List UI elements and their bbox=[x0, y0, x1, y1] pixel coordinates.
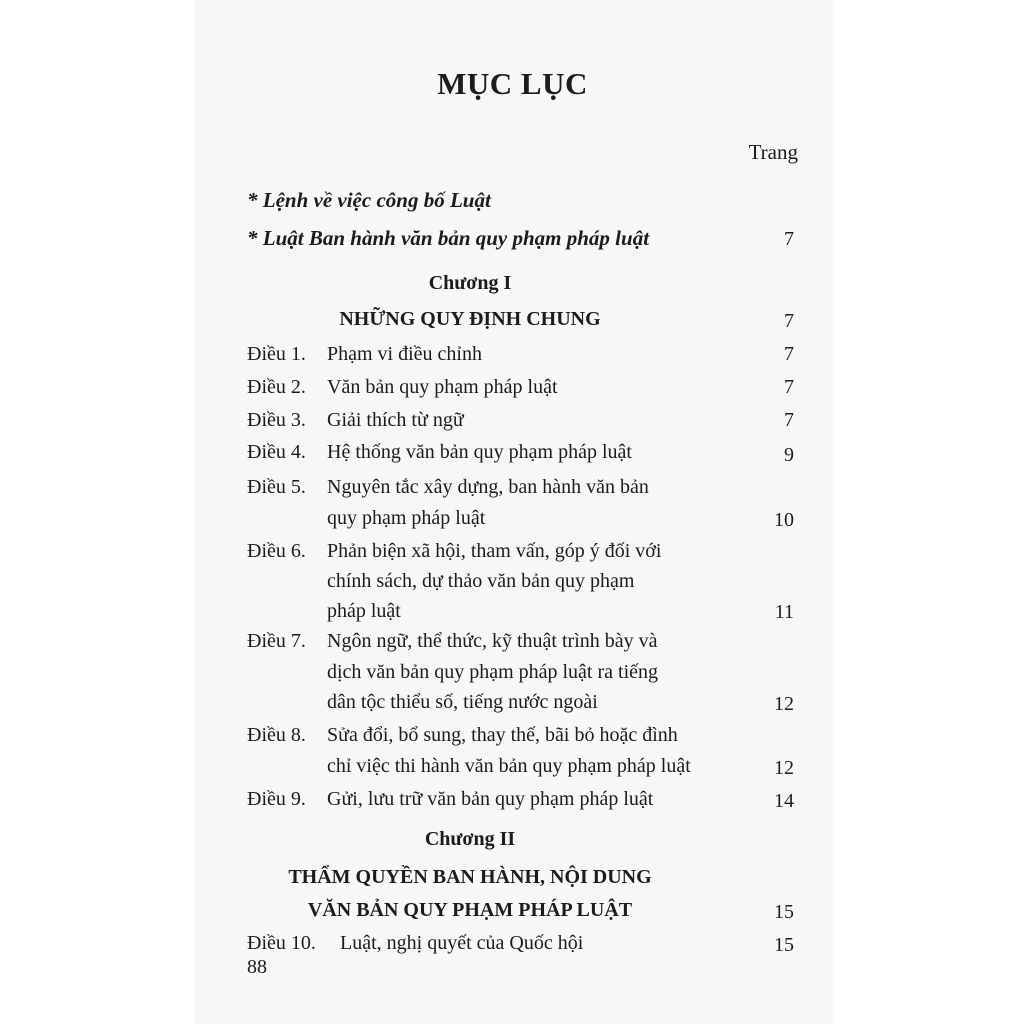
front-matter-item: * Lệnh về việc công bố Luật bbox=[247, 188, 491, 212]
article-title: Luật, nghị quyết của Quốc hội bbox=[340, 932, 584, 954]
article-page: 14 bbox=[774, 790, 794, 812]
article-label: Điều 8. bbox=[247, 724, 306, 746]
article-page: 15 bbox=[774, 934, 794, 956]
article-title: Gửi, lưu trữ văn bản quy phạm pháp luật bbox=[327, 788, 654, 810]
article-title: Phạm vi điều chỉnh bbox=[327, 343, 482, 365]
article-label: Điều 1. bbox=[247, 343, 306, 365]
article-title-continued: dân tộc thiểu số, tiếng nước ngoài bbox=[327, 691, 598, 713]
page-column-header: Trang bbox=[748, 140, 798, 164]
article-label: Điều 4. bbox=[247, 441, 306, 463]
page-title: MỤC LỤC bbox=[437, 66, 588, 101]
article-title: Giải thích từ ngữ bbox=[327, 409, 464, 431]
footer-page-number: 88 bbox=[247, 956, 267, 978]
front-matter-page: 7 bbox=[784, 228, 794, 250]
book-page bbox=[195, 0, 830, 1024]
article-label: Điều 6. bbox=[247, 540, 306, 562]
article-title: Phản biện xã hội, tham vấn, góp ý đối với bbox=[327, 540, 662, 562]
article-page: 7 bbox=[784, 343, 794, 365]
article-page: 12 bbox=[774, 757, 794, 779]
article-title-continued: chỉ việc thi hành văn bản quy phạm pháp luật bbox=[327, 755, 691, 777]
chapter-2-label: Chương II bbox=[424, 828, 516, 850]
article-title: Hệ thống văn bản quy phạm pháp luật bbox=[327, 441, 632, 463]
article-title: Sửa đổi, bổ sung, thay thế, bãi bỏ hoặc đình bbox=[327, 724, 678, 746]
chapter-2-title-continued: VĂN BẢN QUY PHẠM PHÁP LUẬT bbox=[307, 899, 633, 921]
article-title-continued: pháp luật bbox=[327, 600, 401, 622]
article-page: 7 bbox=[784, 409, 794, 431]
article-label: Điều 7. bbox=[247, 630, 306, 652]
article-title-continued: quy phạm pháp luật bbox=[327, 507, 486, 529]
front-matter-item: * Luật Ban hành văn bản quy phạm pháp luật bbox=[247, 226, 650, 250]
article-title: Văn bản quy phạm pháp luật bbox=[327, 376, 558, 398]
article-title: Nguyên tắc xây dựng, ban hành văn bản bbox=[327, 476, 649, 498]
article-title: Ngôn ngữ, thể thức, kỹ thuật trình bày và bbox=[327, 630, 658, 652]
article-label: Điều 3. bbox=[247, 409, 306, 431]
article-label: Điều 2. bbox=[247, 376, 306, 398]
article-label: Điều 9. bbox=[247, 788, 306, 810]
chapter-2-page: 15 bbox=[774, 901, 794, 923]
chapter-1-title: NHỮNG QUY ĐỊNH CHUNG bbox=[339, 308, 601, 330]
article-title-continued: chính sách, dự thảo văn bản quy phạm bbox=[327, 570, 635, 592]
article-page: 12 bbox=[774, 693, 794, 715]
article-title-continued: dịch văn bản quy phạm pháp luật ra tiếng bbox=[327, 661, 659, 683]
chapter-2-title: THẨM QUYỀN BAN HÀNH, NỘI DUNG bbox=[288, 866, 652, 888]
chapter-1-label: Chương I bbox=[428, 272, 512, 294]
article-page: 10 bbox=[774, 509, 794, 531]
article-page: 9 bbox=[784, 444, 794, 466]
article-page: 11 bbox=[774, 601, 794, 623]
chapter-1-page: 7 bbox=[784, 310, 794, 332]
article-page: 7 bbox=[784, 376, 794, 398]
article-label: Điều 10. bbox=[247, 932, 316, 954]
article-label: Điều 5. bbox=[247, 476, 306, 498]
